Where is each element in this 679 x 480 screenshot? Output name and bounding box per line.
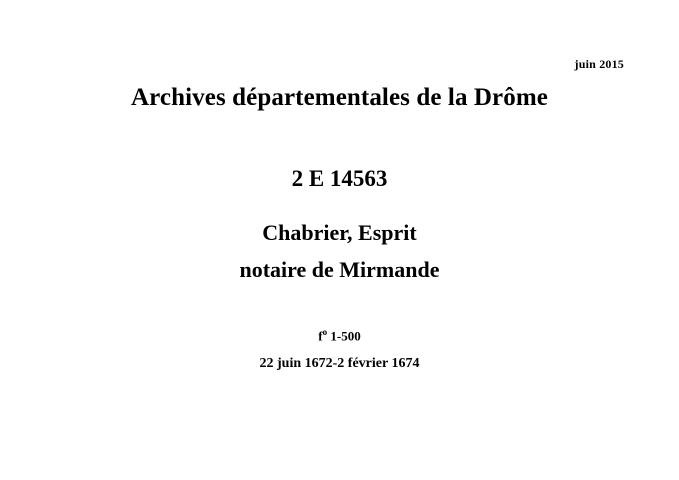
folio-prefix: f: [318, 328, 323, 344]
folio-range: [0, 327, 679, 344]
person-role: notaire de Mirmande: [239, 257, 440, 282]
folio-numbers: 1-500: [330, 328, 361, 344]
folio-superscript: o: [322, 327, 328, 337]
institution-title: Archives départementales de la Drôme: [131, 84, 548, 111]
archive-reference: 2 E 14563: [291, 166, 388, 191]
issue-date: juin 2015: [574, 57, 624, 71]
person-name: Chabrier, Esprit: [262, 220, 417, 245]
date-range: 22 juin 1672-2 février 1674: [259, 356, 420, 371]
